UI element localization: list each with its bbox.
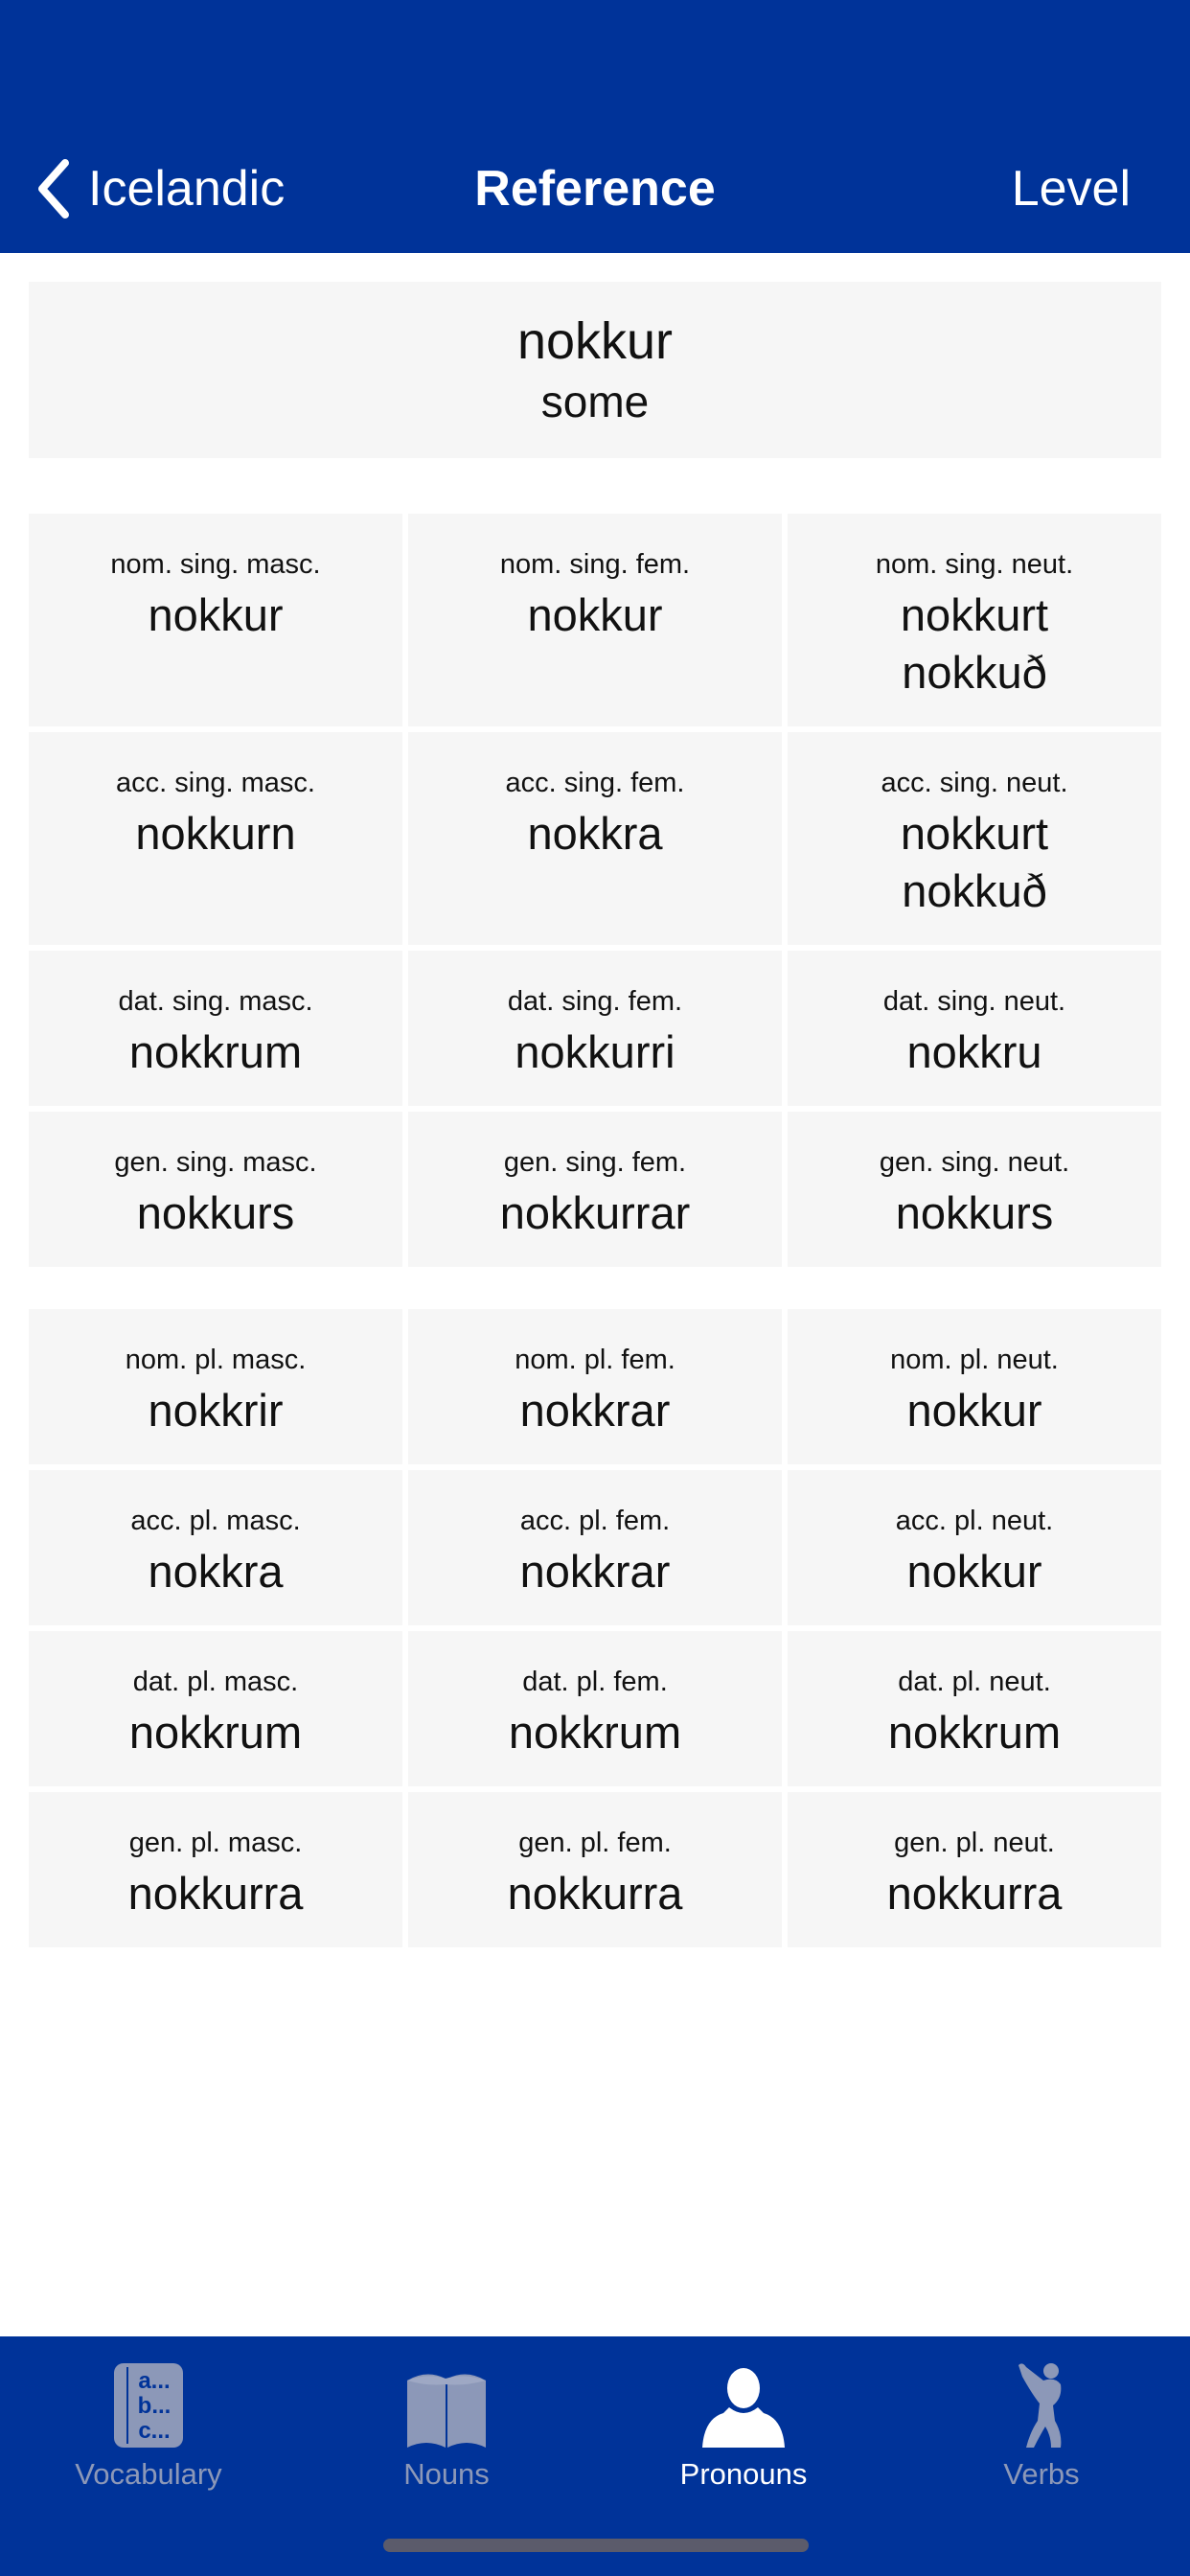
- case-label: acc. sing. neut.: [881, 768, 1068, 798]
- declined-forms: [788, 586, 1161, 702]
- declined-form: nokkurs: [136, 1187, 295, 1238]
- declension-cell: [408, 1309, 782, 1464]
- back-button-label: Icelandic: [88, 161, 286, 217]
- declension-cell: [408, 1470, 782, 1625]
- declined-forms: [788, 1024, 1161, 1081]
- case-label: acc. sing. fem.: [505, 768, 685, 798]
- person-icon: [700, 2365, 787, 2450]
- declension-cell: [29, 1309, 402, 1464]
- declension-cell: [29, 1470, 402, 1625]
- declined-form: nokkuð: [902, 647, 1047, 698]
- declined-form: nokkrum: [508, 1707, 682, 1758]
- declined-forms: [408, 1382, 782, 1439]
- home-indicator: [383, 2539, 809, 2552]
- declined-forms: [29, 1704, 402, 1761]
- pronoun-word: nokkur: [516, 312, 674, 370]
- case-label: gen. sing. fem.: [503, 1147, 687, 1178]
- declined-form: nokkrum: [128, 1707, 303, 1758]
- declined-form: nokkra: [527, 808, 663, 859]
- declined-forms: [408, 1704, 782, 1761]
- declined-form: nokkrir: [148, 1385, 284, 1436]
- case-label: nom. sing. masc.: [110, 549, 321, 580]
- declension-cell: [29, 1631, 402, 1786]
- declined-form: nokkru: [906, 1026, 1042, 1077]
- case-label: nom. sing. fem.: [499, 549, 691, 580]
- declension-cell: [788, 951, 1161, 1106]
- tab-pronouns[interactable]: [595, 2350, 892, 2492]
- pronoun-meaning: some: [540, 377, 650, 426]
- declension-cell: [408, 514, 782, 726]
- declension-cell: [408, 732, 782, 945]
- level-button[interactable]: Level: [1011, 161, 1131, 217]
- page-title: Reference: [474, 161, 716, 217]
- declined-forms: [408, 1184, 782, 1242]
- declension-cell: [29, 1792, 402, 1947]
- declined-forms: [29, 1543, 402, 1600]
- declension-cell: [29, 514, 402, 726]
- declined-forms: [408, 1865, 782, 1922]
- case-label: dat. pl. masc.: [132, 1667, 299, 1697]
- declined-form: nokkuð: [902, 865, 1047, 916]
- declined-form: nokkrum: [887, 1707, 1062, 1758]
- declension-cell: [788, 1631, 1161, 1786]
- case-label: acc. pl. neut.: [895, 1506, 1054, 1536]
- tab-pronouns-label: Pronouns: [679, 2457, 808, 2491]
- discobolus-statue-icon: [1013, 2359, 1070, 2450]
- declined-forms: [29, 805, 402, 862]
- declined-form: nokkurt: [900, 808, 1049, 859]
- case-label: acc. pl. masc.: [130, 1506, 301, 1536]
- declined-forms: [788, 805, 1161, 920]
- case-label: nom. pl. neut.: [890, 1345, 1059, 1375]
- declension-cell: [408, 1631, 782, 1786]
- vocabulary-icon-line-3: c...: [138, 2418, 171, 2444]
- declension-cell: [408, 1792, 782, 1947]
- declined-form: nokkur: [148, 589, 284, 640]
- declension-cell: [29, 732, 402, 945]
- tab-nouns[interactable]: [298, 2350, 595, 2492]
- case-label: dat. pl. fem.: [522, 1667, 668, 1697]
- declined-form: nokkrum: [128, 1026, 303, 1077]
- declined-forms: [408, 805, 782, 862]
- declined-form: nokkur: [906, 1546, 1042, 1597]
- vocabulary-icon-line-2: b...: [137, 2393, 172, 2419]
- declined-forms: [788, 1704, 1161, 1761]
- declension-cell: [788, 1792, 1161, 1947]
- declension-cell: [29, 1112, 402, 1267]
- declined-forms: [29, 1865, 402, 1922]
- case-label: acc. sing. masc.: [116, 768, 315, 798]
- vocabulary-icon: [112, 2361, 185, 2450]
- declined-forms: [29, 1024, 402, 1081]
- declined-forms: [29, 586, 402, 644]
- vocabulary-icon-line-1: a...: [138, 2368, 171, 2394]
- declined-forms: [408, 1543, 782, 1600]
- word-header-card: [29, 282, 1161, 458]
- declension-cell: [788, 1112, 1161, 1267]
- case-label: dat. sing. neut.: [882, 986, 1066, 1017]
- declined-form: nokkurs: [895, 1187, 1054, 1238]
- case-label: nom. sing. neut.: [875, 549, 1074, 580]
- case-label: gen. pl. neut.: [894, 1828, 1055, 1858]
- tab-verbs[interactable]: [893, 2350, 1190, 2492]
- declined-form: nokkurrar: [499, 1187, 691, 1238]
- declined-form: nokkurra: [127, 1868, 304, 1919]
- declined-form: nokkra: [148, 1546, 284, 1597]
- declension-cell: [408, 1112, 782, 1267]
- declension-cell: [408, 951, 782, 1106]
- case-label: gen. sing. masc.: [114, 1147, 317, 1178]
- declined-form: nokkrar: [519, 1385, 671, 1436]
- case-label: nom. pl. masc.: [125, 1345, 307, 1375]
- declined-forms: [408, 1024, 782, 1081]
- declension-cell: [788, 732, 1161, 945]
- case-label: dat. sing. fem.: [507, 986, 683, 1017]
- declined-forms: [29, 1382, 402, 1439]
- book-icon: [403, 2367, 490, 2450]
- case-label: dat. sing. masc.: [118, 986, 313, 1017]
- case-label: gen. pl. masc.: [128, 1828, 303, 1858]
- tab-vocabulary-label: Vocabulary: [75, 2457, 222, 2491]
- declined-form: nokkurra: [507, 1868, 683, 1919]
- declined-forms: [408, 586, 782, 644]
- declined-forms: [788, 1543, 1161, 1600]
- singular-declension-grid: [29, 514, 1161, 1267]
- declension-cell: [788, 514, 1161, 726]
- declined-forms: [29, 1184, 402, 1242]
- declined-forms: [788, 1865, 1161, 1922]
- declined-form: nokkurt: [900, 589, 1049, 640]
- declension-cell: [788, 1470, 1161, 1625]
- declension-cell: [788, 1309, 1161, 1464]
- case-label: gen. sing. neut.: [879, 1147, 1070, 1178]
- declined-form: nokkurra: [886, 1868, 1063, 1919]
- declension-cell: [29, 951, 402, 1106]
- declined-form: nokkur: [527, 589, 663, 640]
- declined-forms: [788, 1184, 1161, 1242]
- tab-nouns-label: Nouns: [403, 2457, 490, 2491]
- navigation-bar: [0, 0, 1190, 253]
- declined-form: nokkrar: [519, 1546, 671, 1597]
- tab-verbs-label: Verbs: [1003, 2457, 1080, 2491]
- declined-form: nokkur: [906, 1385, 1042, 1436]
- case-label: nom. pl. fem.: [515, 1345, 675, 1375]
- declined-form: nokkurri: [515, 1026, 675, 1077]
- declined-form: nokkurn: [135, 808, 296, 859]
- declined-forms: [788, 1382, 1161, 1439]
- plural-declension-grid: [29, 1309, 1161, 1947]
- case-label: acc. pl. fem.: [519, 1506, 671, 1536]
- tab-vocabulary[interactable]: [0, 2350, 297, 2492]
- case-label: dat. pl. neut.: [898, 1667, 1051, 1697]
- case-label: gen. pl. fem.: [518, 1828, 672, 1858]
